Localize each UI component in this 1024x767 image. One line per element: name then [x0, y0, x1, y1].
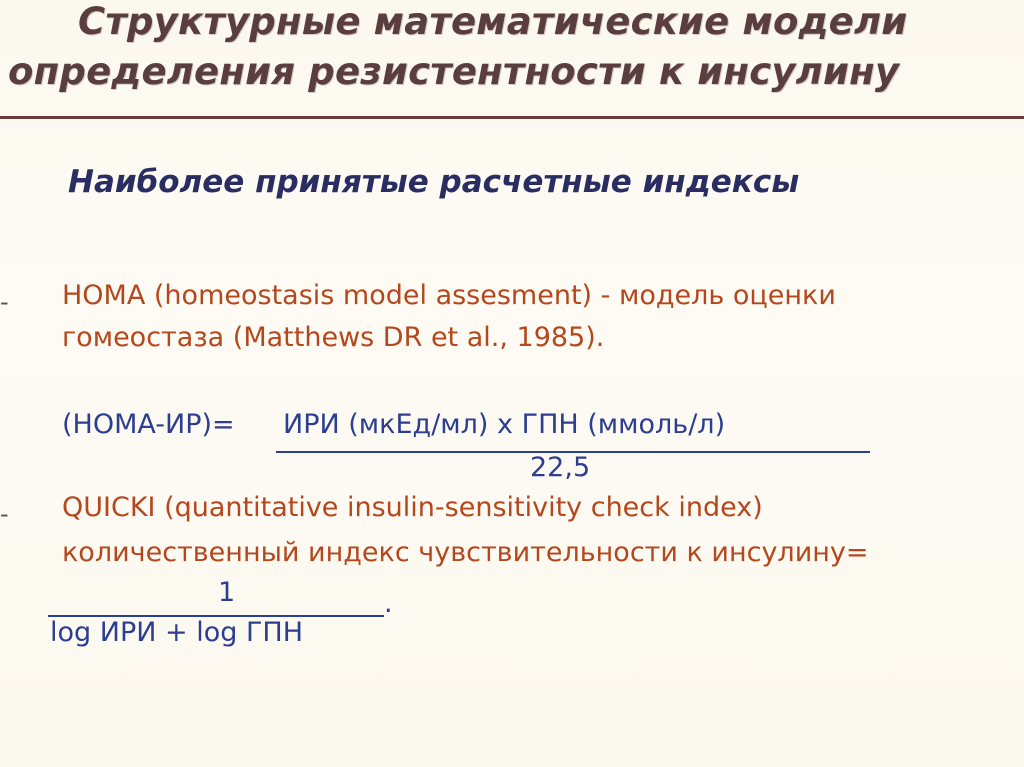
homa-description-line-2: гомеостаза (Matthews DR et al., 1985).	[62, 322, 605, 353]
bullet-marker-homa: -	[0, 288, 9, 316]
homa-formula-label: (HOMA-ИР)=	[62, 409, 235, 440]
bullet-marker-quicki: -	[0, 500, 9, 528]
quicki-formula-terminator: .	[384, 588, 393, 619]
quicki-description-line-1: QUICKI (quantitative insulin-sensitivity check index)	[62, 492, 763, 523]
slide-title-line-2: определения резистентности к инсулину	[8, 50, 900, 93]
title-divider	[0, 116, 1024, 119]
slide-title-line-1: Структурные математические модели	[78, 0, 908, 43]
quicki-formula-denominator: log ИРИ + log ГПН	[50, 617, 304, 648]
homa-formula-numerator: ИРИ (мкЕд/мл) х ГПН (ммоль/л)	[283, 409, 726, 440]
homa-description-line-1: HOMA (homeostasis model assesment) - модель оценки	[62, 280, 836, 311]
homa-formula-denominator: 22,5	[530, 452, 591, 483]
quicki-formula-numerator: 1	[218, 577, 236, 608]
slide-subtitle: Наиболее принятые расчетные индексы	[68, 164, 800, 200]
quicki-description-line-2: количественный индекс чувствительности к инсулину=	[62, 537, 869, 568]
